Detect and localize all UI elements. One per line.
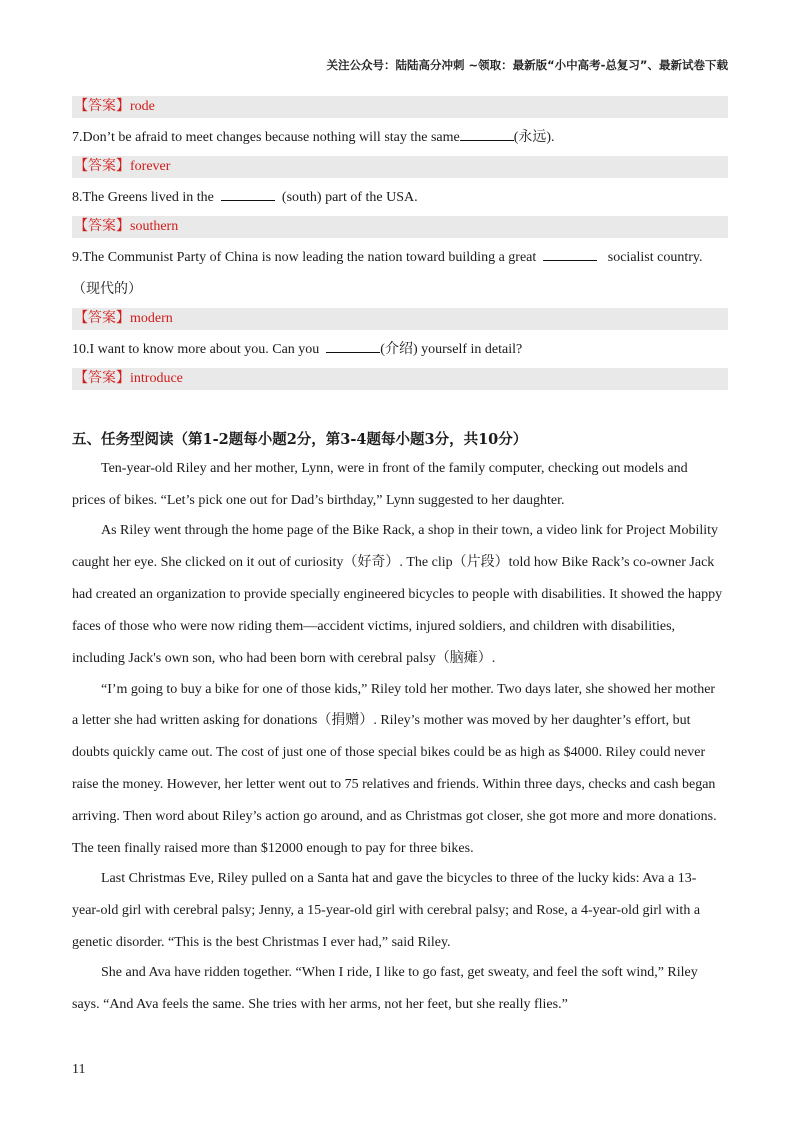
answer-prefix: 【答案】: [74, 311, 130, 326]
fill-blank: [460, 128, 514, 141]
passage-line: prices of bikes. “Let’s pick one out for Dad’s birthday,” Lynn suggested to her daughter.: [72, 493, 565, 508]
question-text-end: socialist country.: [607, 250, 703, 265]
question-text: 7.Don’t be afraid to meet changes because nothing will stay the same: [72, 130, 460, 145]
passage-line: says. “And Ava feels the same. She tries with her arms, not her feet, but she really flies.”: [72, 997, 568, 1012]
question-text: 10.I want to know more about you. Can you: [72, 342, 320, 357]
passage-line: including Jack's own son, who had been born with cerebral palsy（脑瘫）.: [72, 651, 496, 666]
answer-text: introduce: [130, 371, 183, 386]
passage-line: arriving. Then word about Riley’s action go around, and as Christmas got closer, she got more and more donations.: [72, 809, 717, 824]
section-title: 五、任务型阅读（第1-2题每小题2分，第3-4题每小题3分，共10分）: [72, 431, 528, 448]
answer-prefix: 【答案】: [74, 99, 130, 114]
passage-line: caught her eye. She clicked on it out of curiosity（好奇）. The clip（片段）told how Bike Rack’s co-owner Jack: [72, 555, 715, 570]
answer-prefix: 【答案】: [74, 219, 130, 234]
answer-box: [72, 156, 728, 178]
fill-blank: [221, 188, 275, 201]
question-7: [72, 128, 555, 147]
passage-line: raise the money. However, her letter went out to 75 relatives and friends. Within three days, checks and cash began: [72, 777, 716, 792]
question-10: [72, 340, 522, 359]
passage-line: a letter she had written asking for donations（捐赠）. Riley’s mother was moved by her daughter’s effort, but: [72, 713, 691, 728]
passage-line: had created an organization to provide specially engineered bicycles to people with disabilities. It showed the happy: [72, 587, 723, 602]
answer-box: [72, 308, 728, 330]
answer-box: [72, 96, 728, 118]
question-hint: (south) part of the USA.: [281, 190, 418, 205]
answer-prefix: 【答案】: [74, 159, 130, 174]
question-9-hint: （现代的）: [72, 282, 142, 297]
passage-line: “I’m going to buy a bike for one of those kids,” Riley told her mother. Two days later, she showed her mother: [101, 682, 716, 697]
page-header: 关注公众号：陆陆高分冲刺 ~领取：最新版“小中高考-总复习”、最新试卷下载: [326, 58, 728, 72]
question-hint: (永远).: [513, 130, 555, 145]
answer-prefix: 【答案】: [74, 371, 130, 386]
passage-line: The teen finally raised more than $12000 enough to pay for three bikes.: [72, 841, 474, 856]
passage-line: Last Christmas Eve, Riley pulled on a Santa hat and gave the bicycles to three of the lucky kids: Ava a 13-: [101, 871, 697, 886]
passage-line: doubts quickly came out. The cost of just one of those special bikes could be as high as $4000. Riley could never: [72, 745, 706, 760]
question-8: [72, 188, 418, 207]
answer-text: forever: [130, 159, 171, 174]
question-hint: (介绍) yourself in detail?: [380, 342, 523, 357]
answer-text: modern: [130, 311, 173, 326]
answer-text: southern: [130, 219, 179, 234]
passage-line: She and Ava have ridden together. “When I ride, I like to go fast, get sweaty, and feel the soft wind,” Riley: [101, 965, 698, 980]
fill-blank: [326, 340, 380, 353]
passage-line: year-old girl with cerebral palsy; Jenny, a 15-year-old girl with cerebral palsy; and Rose, a 4-year-old girl with a: [72, 903, 701, 918]
page-number: 11: [72, 1062, 86, 1077]
question-text: 8.The Greens lived in the: [72, 190, 214, 205]
passage-line: As Riley went through the home page of the Bike Rack, a shop in their town, a video link for Project Mobility: [101, 523, 719, 538]
question-9: [72, 248, 703, 267]
passage-line: Ten-year-old Riley and her mother, Lynn, were in front of the family computer, checking out models and: [101, 461, 688, 476]
passage-line: genetic disorder. “This is the best Christmas I ever had,” said Riley.: [72, 935, 451, 950]
answer-box: [72, 368, 728, 390]
passage-line: faces of those who were now riding them—accident victims, injured soldiers, and children with disabilities,: [72, 619, 676, 634]
answer-text: rode: [130, 99, 155, 114]
fill-blank: [543, 248, 597, 261]
answer-box: [72, 216, 728, 238]
question-text: 9.The Communist Party of China is now leading the nation toward building a great: [72, 250, 537, 265]
